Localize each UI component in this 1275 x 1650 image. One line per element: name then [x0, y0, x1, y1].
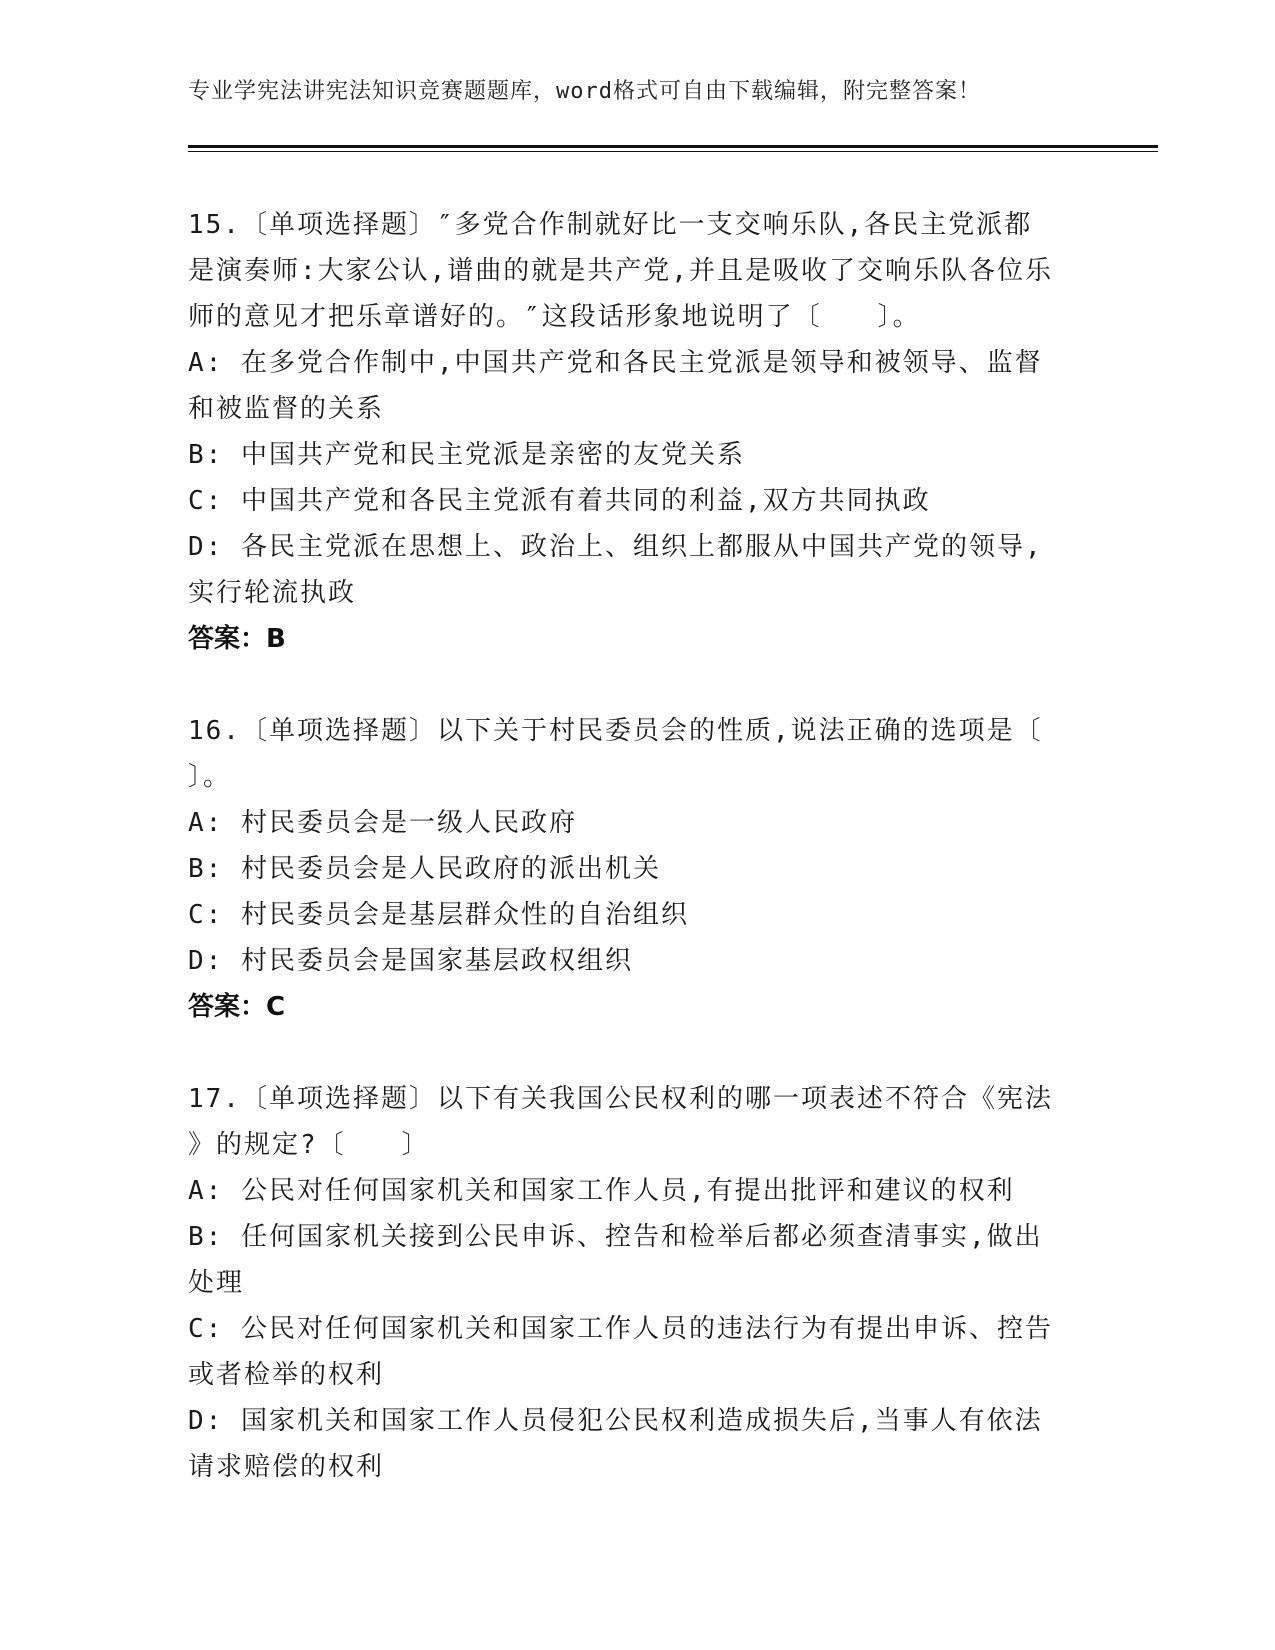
option-line: A: 村民委员会是一级人民政府 — [188, 808, 577, 838]
question-stem-line: 16.〔单项选择题〕以下关于村民委员会的性质,说法正确的选项是〔 — [188, 716, 1043, 746]
question-stem-line: 17.〔单项选择题〕以下有关我国公民权利的哪一项表述不符合《宪法 — [188, 1084, 1053, 1114]
option-line: D: 国家机关和国家工作人员侵犯公民权利造成损失后,当事人有依法 — [188, 1406, 1043, 1436]
header-rule-thick — [188, 145, 1158, 148]
question-17 — [188, 1076, 1088, 1490]
question-stem-line: 〕。 — [188, 762, 232, 792]
question-stem-line: 师的意见才把乐章谱好的。″这段话形象地说明了〔 〕。 — [188, 302, 921, 332]
header-rule-thin — [188, 151, 1158, 152]
option-c — [188, 892, 1088, 938]
answer-label: 答案：C — [188, 992, 286, 1022]
option-d — [188, 1398, 1088, 1490]
option-line: B: 村民委员会是人民政府的派出机关 — [188, 854, 661, 884]
option-line: 请求赔偿的权利 — [188, 1452, 385, 1482]
question-16 — [188, 708, 1088, 1030]
option-line: C: 中国共产党和各民主党派有着共同的利益,双方共同执政 — [188, 486, 931, 516]
option-a — [188, 1168, 1088, 1214]
option-c — [188, 478, 1088, 524]
question-stem-line: 》的规定?〔 〕 — [188, 1130, 430, 1160]
option-line: A: 公民对任何国家机关和国家工作人员,有提出批评和建议的权利 — [188, 1176, 1015, 1206]
option-d — [188, 524, 1088, 616]
question-stem-line: 是演奏师:大家公认,谱曲的就是共产党,并且是吸收了交响乐队各位乐 — [188, 256, 1053, 286]
option-d — [188, 938, 1088, 984]
option-line: 实行轮流执政 — [188, 578, 357, 608]
option-a — [188, 340, 1088, 432]
option-line: D: 各民主党派在思想上、政治上、组织上都服从中国共产党的领导, — [188, 532, 1043, 562]
document-header: 专业学宪法讲宪法知识竞赛题题库，word格式可自由下载编辑，附完整答案！ — [188, 79, 981, 104]
option-line: B: 中国共产党和民主党派是亲密的友党关系 — [188, 440, 745, 470]
option-line: 处理 — [188, 1268, 245, 1298]
option-b — [188, 846, 1088, 892]
answer-label: 答案：B — [188, 624, 286, 654]
option-line: B: 任何国家机关接到公民申诉、控告和检举后都必须查清事实,做出 — [188, 1222, 1043, 1252]
option-line: A: 在多党合作制中,中国共产党和各民主党派是领导和被领导、监督 — [188, 348, 1043, 378]
option-line: C: 公民对任何国家机关和国家工作人员的违法行为有提出申诉、控告 — [188, 1314, 1053, 1344]
option-b — [188, 1214, 1088, 1306]
option-line: D: 村民委员会是国家基层政权组织 — [188, 946, 633, 976]
question-15 — [188, 202, 1088, 662]
option-line: 或者检举的权利 — [188, 1360, 385, 1390]
option-b — [188, 432, 1088, 478]
option-c — [188, 1306, 1088, 1398]
question-list — [188, 202, 1088, 1536]
option-line: 和被监督的关系 — [188, 394, 385, 424]
option-line: C: 村民委员会是基层群众性的自治组织 — [188, 900, 689, 930]
question-stem-line: 15.〔单项选择题〕″多党合作制就好比一支交响乐队,各民主党派都 — [188, 210, 1033, 240]
option-a — [188, 800, 1088, 846]
